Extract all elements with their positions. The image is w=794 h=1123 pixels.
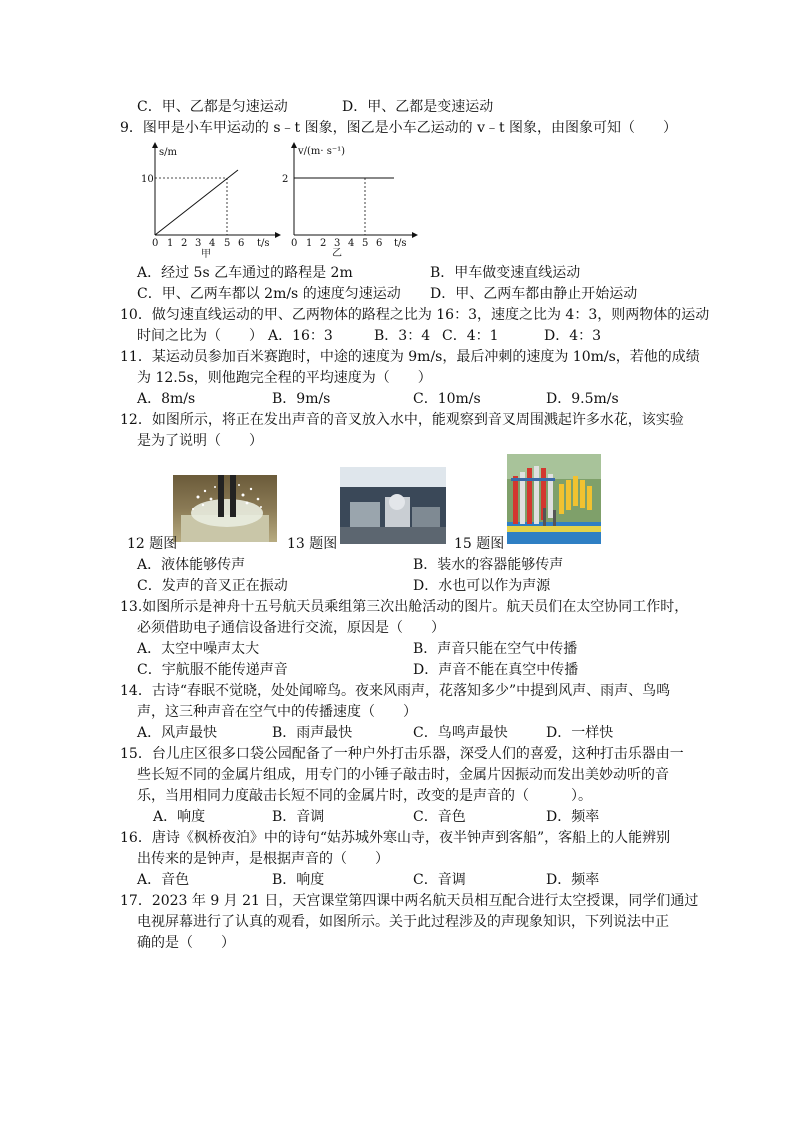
graph-yi-xtick: 0 (291, 238, 298, 249)
q12-line2: 是为了说明（ ） (137, 433, 263, 449)
q9-option-d: D．甲、乙两车都由静止开始运动 (430, 286, 638, 302)
graph-jia-xtick: 3 (195, 238, 202, 249)
graph-yi-ylabel: v/(m· s⁻¹) (298, 146, 346, 157)
q13-option-b: B．声音只能在空气中传播 (413, 641, 578, 657)
q10-option-b: B．3：4 (374, 328, 431, 344)
q11-line1: 11．某运动员参加百米赛跑时，中途的速度为 9m/s，最后冲刺的速度为 10m/s，若他的成绩 (120, 349, 700, 365)
q15-line2: 些长短不同的金属片组成，用专门的小锤子敲击时，金属片因振动而发出美妙动听的音 (137, 767, 669, 783)
fig13-astronaut-photo (340, 467, 446, 544)
q16-option-b: B．响度 (272, 872, 325, 888)
q14-option-a: A．风声最快 (137, 725, 218, 741)
q16-line1: 16．唐诗《枫桥夜泊》中的诗句“姑苏城外寒山寺，夜半钟声到客船”，客船上的人能辨别 (120, 830, 671, 846)
graph-yi-vt (278, 140, 428, 258)
fig12-caption: 12 题图 (127, 536, 178, 552)
q10-option-c: C．4：1 (442, 328, 499, 344)
q13-line2: 必须借助电子通信设备进行交流，原因是（ ） (137, 620, 445, 636)
fig12-tuning-fork-photo (173, 475, 277, 542)
q12-option-d: D．水也可以作为声源 (413, 578, 551, 594)
q11-option-a: A．8m/s (137, 391, 196, 407)
graph-jia-xtick: 5 (224, 238, 231, 249)
q8-option-d: D．甲、乙都是变速运动 (342, 99, 494, 115)
graph-jia-xtick: 0 (152, 238, 159, 249)
q12-line1: 12．如图所示，将正在发出声音的音叉放入水中，能观察到音叉周围溅起许多水花，该实验 (120, 412, 684, 428)
graph-jia-ylabel: s/m (159, 147, 177, 158)
q12-option-c: C．发声的音叉正在振动 (137, 578, 288, 594)
fig15-percussion-photo (507, 454, 601, 544)
q16-option-c: C．音调 (413, 872, 466, 888)
q9-stem: 9．图甲是小车甲运动的 s﹣t 图象，图乙是小车乙运动的 v﹣t 图象，由图象可知（ ） (120, 120, 678, 136)
graph-yi-xtick: 3 (334, 238, 341, 249)
q15-line1: 15．台儿庄区很多口袋公园配备了一种户外打击乐器，深受人们的喜爱，这种打击乐器由一 (120, 746, 684, 762)
graph-yi-xtick: 4 (348, 238, 355, 249)
graph-jia-xtick: 2 (181, 238, 188, 249)
q16-option-d: D．频率 (546, 872, 600, 888)
q10-option-d: D．4：3 (544, 328, 602, 344)
graph-jia-xtick: 4 (209, 238, 216, 249)
q15-option-b: B．音调 (272, 809, 325, 825)
q15-option-c: C．音色 (413, 809, 466, 825)
q14-line1: 14．古诗“春眠不觉晓，处处闻啼鸟。夜来风雨声，花落知多少”中提到风声、雨声、鸟鸣 (120, 683, 671, 699)
q9-option-b: B．甲车做变速直线运动 (430, 265, 581, 281)
q14-option-d: D．一样快 (546, 725, 614, 741)
fig13-caption: 13 题图 (287, 536, 338, 552)
q9-option-a: A．经过 5s 乙车通过的路程是 2m (137, 265, 353, 281)
q10-line2: 时间之比为（ ） (137, 328, 263, 344)
q11-option-c: C．10m/s (413, 391, 481, 407)
graph-jia-st (135, 140, 285, 258)
graph-yi-xtick: 1 (306, 238, 313, 249)
q13-option-d: D．声音不能在真空中传播 (413, 662, 579, 678)
q13-option-c: C．宇航服不能传递声音 (137, 662, 288, 678)
graph-yi-ytick: 2 (282, 174, 289, 185)
q16-option-a: A．音色 (137, 872, 190, 888)
q17-line2: 电视屏幕进行了认真的观看，如图所示。关于此过程涉及的声现象知识，下列说法中正 (137, 914, 669, 930)
q15-option-d: D．频率 (546, 809, 600, 825)
q11-line2: 为 12.5s，则他跑完全程的平均速度为（ ） (137, 370, 432, 386)
q16-line2: 出传来的是钟声，是根据声音的（ ） (137, 851, 389, 867)
graph-jia-xtick: 6 (238, 238, 245, 249)
q13-option-a: A．太空中噪声太大 (137, 641, 260, 657)
q14-line2: 声，这三种声音在空气中的传播速度（ ） (137, 704, 417, 720)
q8-option-c: C．甲、乙都是匀速运动 (137, 99, 288, 115)
graph-jia-ytick: 10 (141, 174, 154, 185)
q17-line1: 17．2023 年 9 月 21 日，天宫课堂第四课中两名航天员相互配合进行太空授课，同学们通过 (120, 893, 699, 909)
q15-option-a: A．响度 (153, 809, 206, 825)
q10-line1: 10．做匀速直线运动的甲、乙两物体的路程之比为 16：3，速度之比为 4：3，则两物体的运动 (120, 307, 710, 323)
graph-yi-xlabel: t/s (394, 238, 407, 249)
q13-line1: 13.如图所示是神舟十五号航天员乘组第三次出舱活动的图片。航天员们在太空协同工作时， (120, 599, 689, 615)
q17-line3: 确的是（ ） (137, 935, 235, 951)
graph-yi-xtick: 2 (320, 238, 327, 249)
graph-yi-xtick: 5 (362, 238, 369, 249)
q11-option-b: B．9m/s (272, 391, 331, 407)
graph-jia-xtick: 1 (167, 238, 174, 249)
q12-option-b: B．装水的容器能够传声 (413, 557, 564, 573)
graph-yi-caption: 乙 (332, 248, 342, 258)
q14-option-c: C．鸟鸣声最快 (413, 725, 508, 741)
q10-option-a: A．16：3 (268, 328, 333, 344)
graph-jia-caption: 甲 (201, 249, 211, 258)
q9-option-c: C．甲、乙两车都以 2m/s 的速度匀速运动 (137, 286, 401, 302)
q14-option-b: B．雨声最快 (272, 725, 353, 741)
graph-yi-xtick: 6 (376, 238, 383, 249)
q12-option-a: A．液体能够传声 (137, 557, 246, 573)
q15-line3: 乐，当用相同力度敲击长短不同的金属片时，改变的是声音的（ ）。 (137, 788, 592, 804)
fig15-caption: 15 题图 (454, 536, 505, 552)
q11-option-d: D．9.5m/s (546, 391, 619, 407)
graph-jia-xlabel: t/s (257, 238, 270, 249)
